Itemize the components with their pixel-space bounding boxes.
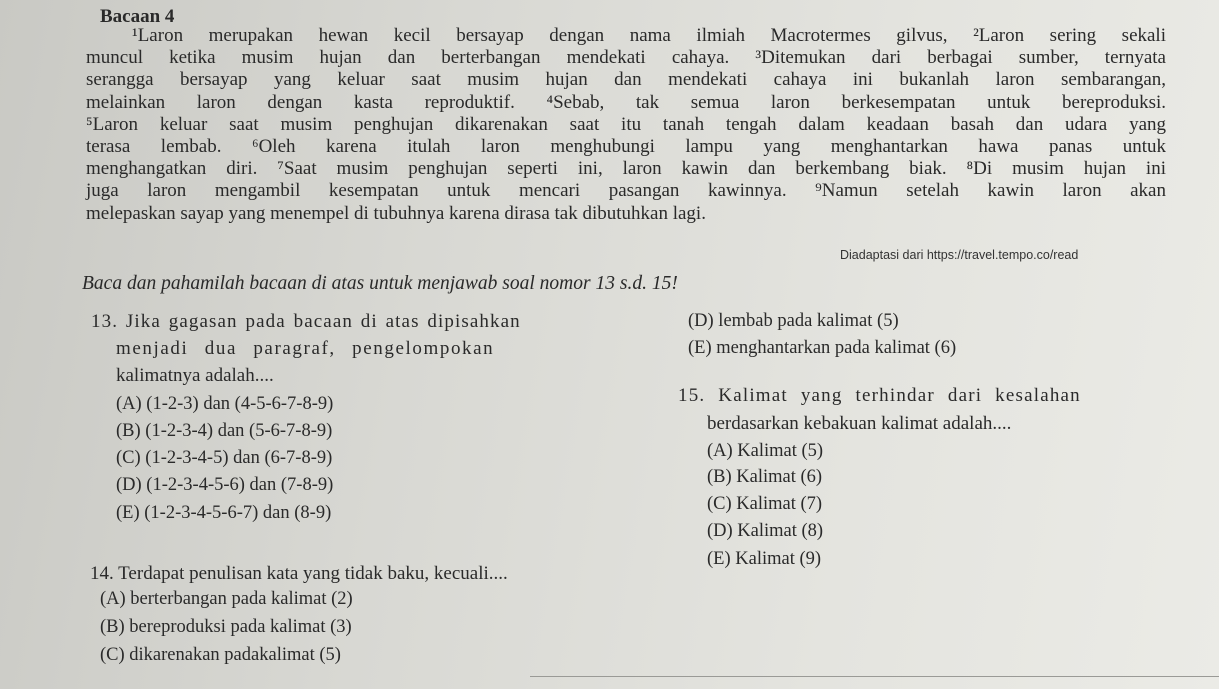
passage-line: ¹Laron merupakan hewan kecil bersayap dengan nama ilmiah Macrotermes gilvus, ²Laron sering sekali (132, 25, 1166, 46)
q15-text-line: 15. Kalimat yang terhindar dari kesalahan (678, 385, 1081, 406)
q13-option-e[interactable]: (E) (1-2-3-4-5-6-7) dan (8-9) (116, 503, 332, 523)
q14-option-a[interactable]: (A) berterbangan pada kalimat (2) (100, 589, 353, 609)
passage-line: muncul ketika musim hujan dan berterbangan mendekati cahaya. ³Ditemukan dari berbagai sumber, ternyata (86, 47, 1166, 69)
page-divider (530, 676, 1219, 677)
source-citation: Diadaptasi dari https://travel.tempo.co/read (840, 248, 1079, 262)
q14-option-b[interactable]: (B) bereproduksi pada kalimat (3) (100, 617, 352, 637)
q13-option-a[interactable]: (A) (1-2-3) dan (4-5-6-7-8-9) (116, 394, 334, 414)
q13-option-c[interactable]: (C) (1-2-3-4-5) dan (6-7-8-9) (116, 448, 333, 468)
q13-option-b[interactable]: (B) (1-2-3-4) dan (5-6-7-8-9) (116, 421, 333, 441)
q13-text-line: menjadi dua paragraf, pengelompokan (116, 338, 495, 359)
instruction-text: Baca dan pahamilah bacaan di atas untuk menjawab soal nomor 13 s.d. 15! (82, 273, 678, 294)
q13-text-line: 13. Jika gagasan pada bacaan di atas dipisahkan (91, 311, 521, 332)
q14-option-e[interactable]: (E) menghantarkan pada kalimat (6) (688, 338, 957, 358)
reading-passage (86, 25, 1166, 225)
passage-line: melainkan laron dengan kasta reproduktif. ⁴Sebab, tak semua laron berkesempatan untuk bereproduksi. (86, 91, 1166, 113)
q15-option-a[interactable]: (A) Kalimat (5) (707, 441, 824, 461)
q13-option-d[interactable]: (D) (1-2-3-4-5-6) dan (7-8-9) (116, 475, 334, 495)
q14-option-d[interactable]: (D) lembab pada kalimat (5) (688, 311, 899, 331)
q13-text-line: kalimatnya adalah.... (116, 365, 274, 386)
passage-line: juga laron mengambil kesempatan untuk mencari pasangan kawinnya. ⁹Namun setelah kawin laron akan (86, 180, 1166, 202)
passage-line: menghangatkan diri. ⁷Saat musim penghujan seperti ini, laron kawin dan berkembang biak. ⁸Di musim hujan ini (86, 158, 1166, 180)
reading-title: Bacaan 4 (100, 6, 175, 27)
q15-option-b[interactable]: (B) Kalimat (6) (707, 467, 823, 487)
q15-option-d[interactable]: (D) Kalimat (8) (707, 521, 824, 541)
q14-text: 14. Terdapat penulisan kata yang tidak baku, kecuali.... (90, 563, 508, 584)
passage-line: serangga bersayap yang keluar saat musim hujan dan mendekati cahaya ini bukanlah laron sembarangan, (86, 69, 1166, 91)
q15-option-c[interactable]: (C) Kalimat (7) (707, 494, 823, 514)
q15-text-line: berdasarkan kebakuan kalimat adalah.... (707, 413, 1012, 434)
passage-line: terasa lembab. ⁶Oleh karena itulah laron menghubungi lampu yang menghantarkan hawa panas untuk (86, 136, 1166, 158)
passage-line: ⁵Laron keluar saat musim penghujan dikarenakan saat itu tanah tengah dalam keadaan basah dan udara yang (86, 113, 1166, 135)
q15-option-e[interactable]: (E) Kalimat (9) (707, 549, 822, 569)
q14-option-c[interactable]: (C) dikarenakan padakalimat (5) (100, 645, 341, 665)
passage-line: melepaskan sayap yang menempel di tubuhnya karena dirasa tak dibutuhkan lagi. (86, 202, 706, 224)
